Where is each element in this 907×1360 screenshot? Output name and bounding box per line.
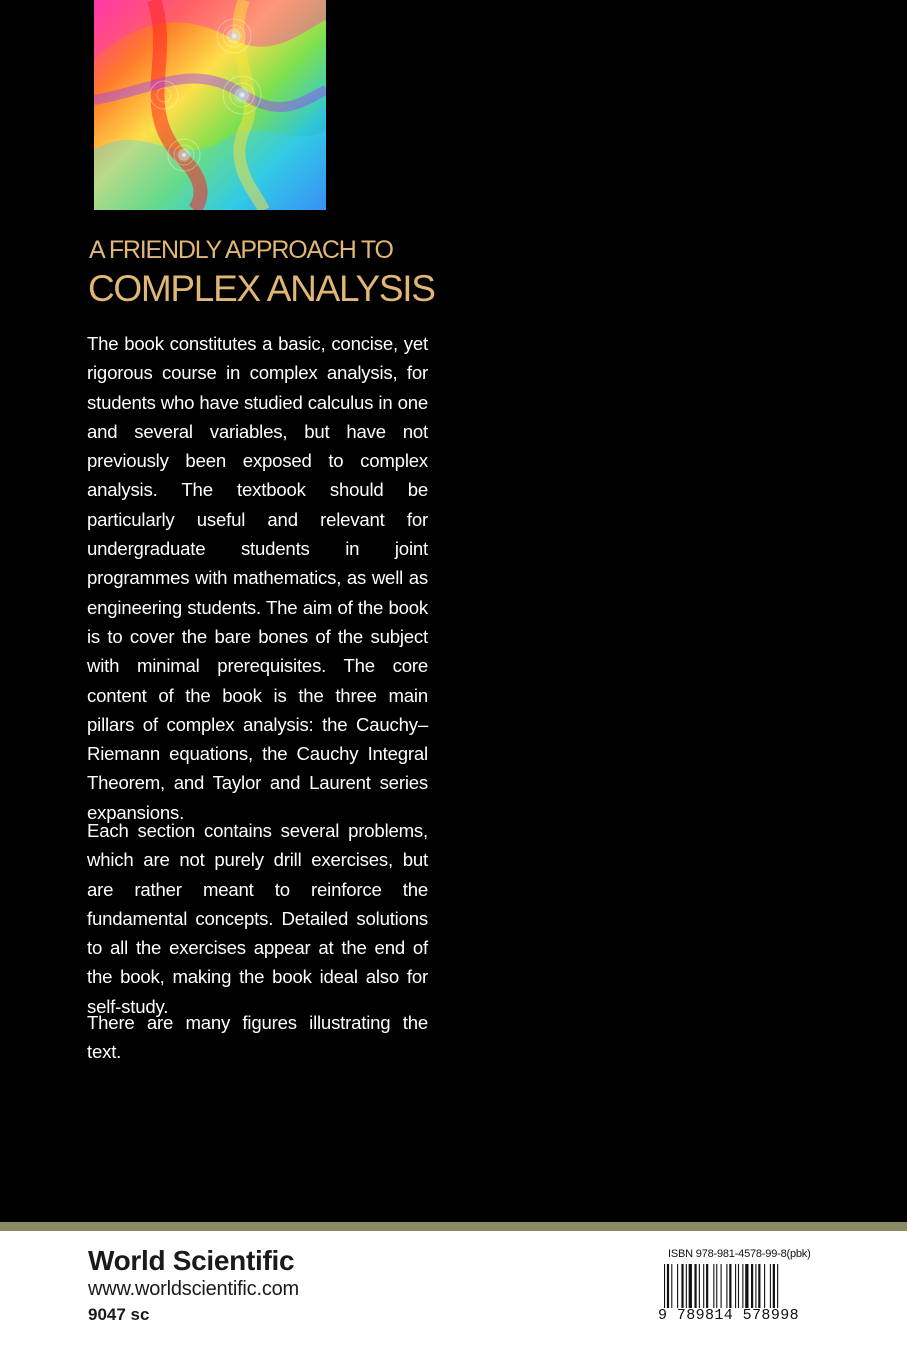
barcode-bar [671,1264,672,1308]
barcode-bar [735,1264,736,1308]
barcode-bar [667,1264,669,1308]
catalog-code: 9047 sc [88,1305,150,1324]
description-paragraph: Each section contains several problems, which are not purely drill exercises, but are rather meant to reinforce the fundamental concepts. Detailed solutions to all the exercises appear at the end of the book, making the book ideal also for self-study. [87,820,428,1017]
description-paragraph: The book constitutes a basic, concise, yet rigorous course in complex analysis, for students who have studied calculus in one and several variables, but have not previously been exposed to complex analysis. The textbook should be particularly useful and relevant for undergraduate students in joint programmes with mathematics, as well as engineering students. The aim of the book is to cover the bare bones of the subject with minimal prerequisites. The core content of the book is the three main pillars of complex analysis: the Cauchy–Riemann equations, the Cauchy Integral Theorem, and Taylor and Laurent series expansions. [87,333,428,823]
barcode-bar [664,1264,665,1308]
barcode-bar [689,1264,692,1308]
domain-coloring-image [94,0,326,210]
barcode-bar [755,1264,756,1308]
cover-artwork [94,0,326,210]
barcode-bar [742,1264,743,1308]
barcode-bar [745,1264,748,1308]
barcode-bar [703,1264,704,1308]
barcode-bar [681,1264,683,1308]
barcode-digits: 9 789814 578998 [658,1307,800,1324]
barcode-bar [726,1264,727,1308]
barcode-bar [699,1264,700,1308]
barcode-bar [770,1264,771,1308]
barcode-bar [716,1264,717,1308]
barcode-bar [677,1264,678,1308]
title-kicker: A FRIENDLY APPROACH TO [89,236,393,264]
barcode-bar [721,1264,722,1308]
barcode-icon [664,1264,818,1308]
barcode-bar [773,1264,775,1308]
barcode-bar [694,1264,696,1308]
barcode-bar [729,1264,731,1308]
publisher-url: www.worldscientific.com [88,1278,300,1300]
barcode-bar [706,1264,708,1308]
barcode-bar [713,1264,714,1308]
divider-stripe [0,1222,907,1231]
barcode-bar [764,1264,765,1308]
barcode-bar [751,1264,753,1308]
description-paragraph: There are many figures illustrating the text. [87,1012,428,1063]
isbn-label: ISBN 978-981-4578-99-8(pbk) [668,1248,811,1260]
book-title: COMPLEX ANALYSIS [88,268,435,309]
barcode-bar [777,1264,778,1308]
barcode-bar [758,1264,760,1308]
barcode-bar [686,1264,687,1308]
barcode-bar [738,1264,739,1308]
publisher-name: World Scientific [88,1245,295,1276]
